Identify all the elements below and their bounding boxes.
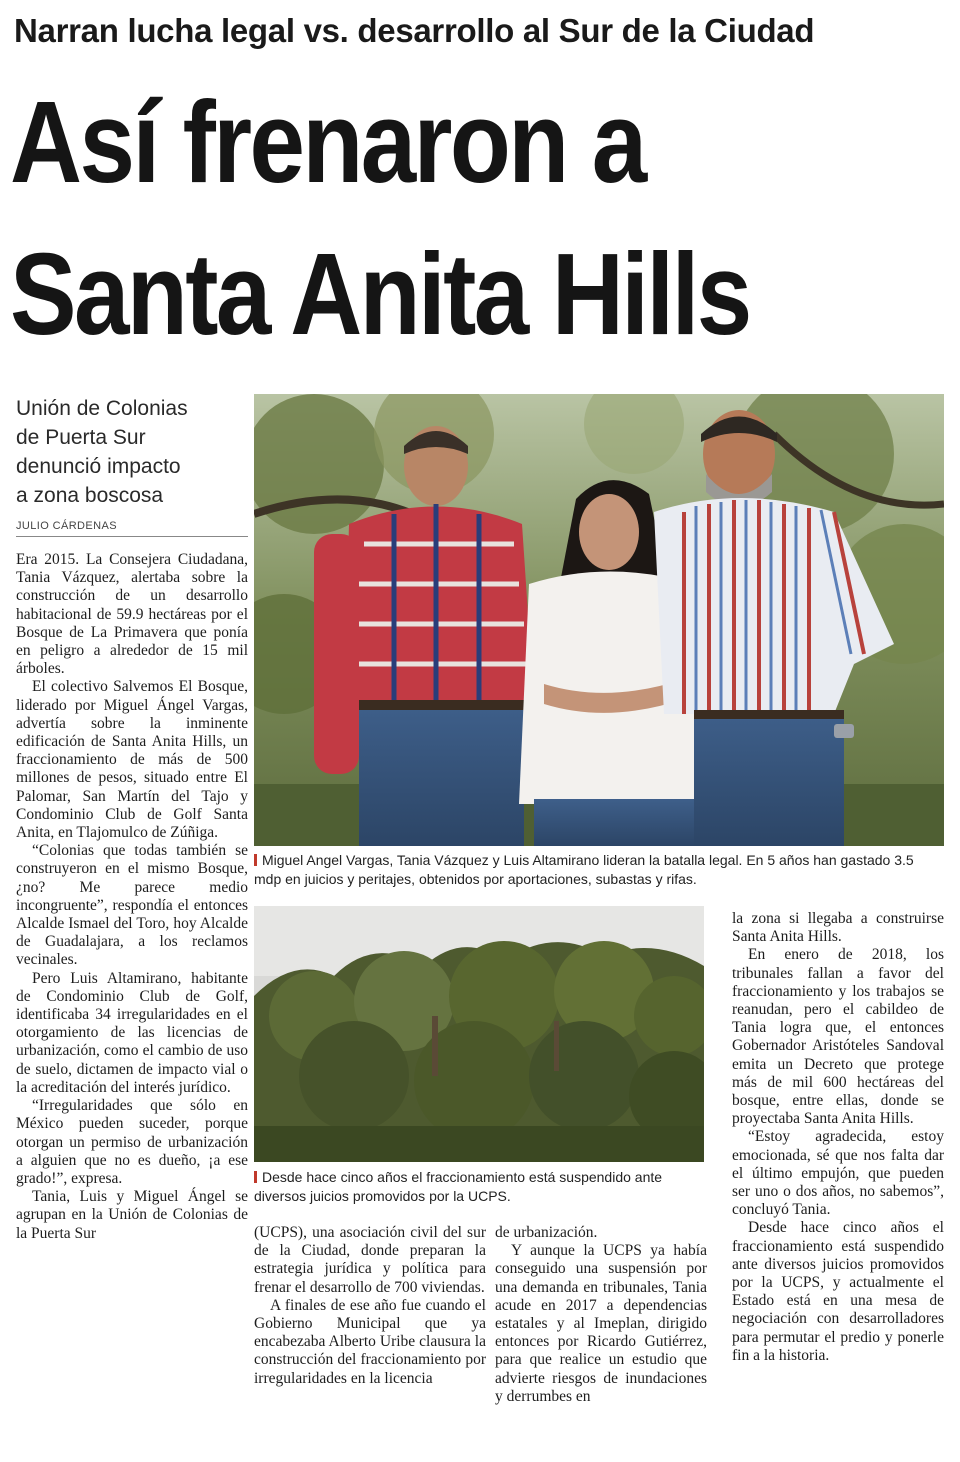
deck-line-3: denunció impacto xyxy=(16,455,181,478)
headline xyxy=(10,66,823,370)
photo-activists-image xyxy=(254,394,944,846)
deck-line-1: Unión de Colonias xyxy=(16,397,188,420)
paragraph: A finales de ese año fue cuando el Gobierno Municipal que ya encabezaba Alberto Uribe clausura la construcción del fraccionamiento por irregularidades en la licencia xyxy=(254,1296,486,1387)
headline-line-1: Así frenaron a xyxy=(10,77,645,207)
article-column-4 xyxy=(732,910,944,1365)
article-column-1 xyxy=(16,551,248,1243)
deck xyxy=(16,394,246,510)
paragraph: Tania, Luis y Miguel Ángel se agrupan en la Unión de Colonias de la Puerta Sur xyxy=(16,1188,248,1242)
paragraph: El colectivo Salvemos El Bosque, liderado por Miguel Ángel Vargas, advertía sobre la inminente edificación de Santa Anita Hills, un fraccionamiento de más de 500 millones de pesos, situado entre El Palomar, San Martín del Tajo y Condominio Club de Golf Santa Anita, en Tlajomulco de Zúñiga. xyxy=(16,678,248,842)
photo-forest-image xyxy=(254,906,704,1162)
caption-marker xyxy=(254,854,257,866)
paragraph: “Colonias que todas también se construyeron en el mismo Bosque, ¿no? Me parece medio incongruente”, respondía el entonces Alcalde Ismael del Toro, hoy Alcalde de Guadalajara, a los reclamos vecinales. xyxy=(16,842,248,969)
caption-marker xyxy=(254,1171,257,1183)
byline: JULIO CÁRDENAS xyxy=(16,520,248,537)
caption-text: Miguel Angel Vargas, Tania Vázquez y Luis Altamirano lideran la batalla legal. En 5 años han gastado 3.5 mdp en juicios y peritajes, obtenidos por aportaciones, subastas y rifas. xyxy=(254,852,914,887)
photo-activists-caption xyxy=(254,851,944,889)
kicker: Narran lucha legal vs. desarrollo al Sur de la Ciudad xyxy=(14,12,815,49)
paragraph: la zona si llegaba a construirse Santa Anita Hills. xyxy=(732,910,944,946)
article-column-2 xyxy=(254,1224,486,1388)
paragraph: En enero de 2018, los tribunales fallan a favor del fraccionamiento y los trabajos se reanudan, pero el cabildeo de Tania logra que, el entonces Gobernador Aristóteles Sandoval emita un Decreto que protege más de mil 600 hectáreas del bosque, entre ellas, donde se proyectaba Santa Anita Hills. xyxy=(732,946,944,1128)
article-column-3 xyxy=(495,1224,707,1406)
paragraph: “Estoy agradecida, estoy emocionada, sé que nos falta dar el último empujón, que pueden ser uno o dos años, no sabemos”, concluyó Tania. xyxy=(732,1128,944,1219)
headline-line-2: Santa Anita Hills xyxy=(10,229,750,359)
photo-forest xyxy=(254,906,704,1162)
photo-forest-caption xyxy=(254,1168,704,1206)
paragraph: Pero Luis Altamirano, habitante de Condominio Club de Golf, identificaba 34 irregularidades en el otorgamiento de las licencias de urbanización, como el cambio de uso de suelo, dictamen de impacto vial o la acreditación del interés jurídico. xyxy=(16,969,248,1096)
paragraph: Era 2015. La Consejera Ciudadana, Tania Vázquez, alertaba sobre la construcción de un desarrollo habitacional de 59.9 hectáreas por el Bosque de La Primavera que ponía en peligro a alrededor de 15 mil árboles. xyxy=(16,551,248,678)
photo-activists xyxy=(254,394,944,846)
paragraph: Desde hace cinco años el fraccionamiento está suspendido ante diversos juicios promovidos por la UCPS, y actualmente el Estado está en una mesa de negociación con desarrolladores para permutar el predio y ponerle fin a la historia. xyxy=(732,1219,944,1364)
caption-text: Desde hace cinco años el fraccionamiento está suspendido ante diversos juicios promovidos por la UCPS. xyxy=(254,1169,663,1204)
deck-line-4: a zona boscosa xyxy=(16,484,164,507)
paragraph: “Irregularidades que sólo en México pueden suceder, porque otorgan un permiso de urbanización a alguien que no es dueño, ¡a ese grado!”, expresa. xyxy=(16,1097,248,1187)
paragraph: (UCPS), una asociación civil del sur de la Ciudad, donde preparan la estrategia jurídica y política para frenar el desarrollo de 700 viviendas. xyxy=(254,1224,486,1296)
paragraph: Y aunque la UCPS ya había conseguido una suspensión por una demanda en tribunales, Tania acude en 2017 a dependencias estatales y al Imeplan, dirigido entonces por Ricardo Gutiérrez, para que realice un estudio que advierte riesgos de inundaciones y derrumbes en xyxy=(495,1242,707,1405)
deck-line-2: de Puerta Sur xyxy=(16,426,146,449)
paragraph: de urbanización. xyxy=(495,1224,598,1241)
